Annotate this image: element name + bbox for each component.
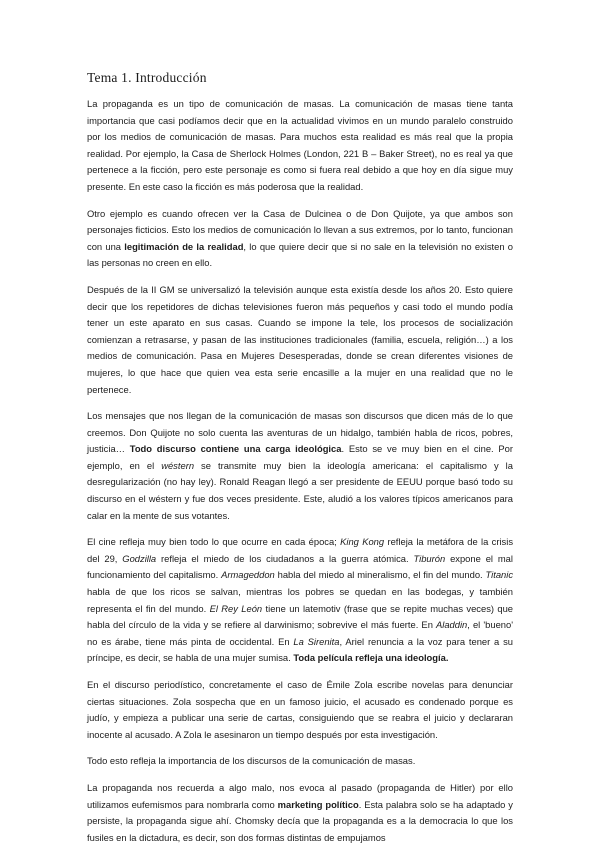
bold-text: legitimación de la realidad <box>124 240 244 252</box>
italic-text: wéstern <box>161 459 195 471</box>
italic-text: King Kong <box>340 536 385 548</box>
paragraph <box>87 780 513 846</box>
italic-text: Armageddon <box>221 569 275 581</box>
paragraph <box>87 206 513 272</box>
bold-text: Todo discurso contiene una carga ideológica <box>129 443 342 455</box>
text-run: La propaganda es un tipo de comunicación de masas. La comunicación de masas tiene tanta importancia que casi podíamos decir que en la actualidad vivimos en un mundo paralelo construido por los medios de comunicación de masas. Para muchos esta realidad es más real que la propia realidad. Por ejemplo, la Casa de Sherlock Holmes (London, 221 B – Baker Street), no es real ya que pertenece a la ficción, pero este personaje es como si fuera real debido a que hoy en día sigue muy presente. En este caso la ficción es más poderosa que la realidad. <box>87 98 513 192</box>
text-run: tiene un latemotiv (frase que se repite muchas veces) que habla del círculo de la vida y se refiere al darwinismo; sobrevive el más fuerte. En <box>87 602 514 631</box>
text-run: expone el mal funcionamiento del capitalismo. <box>87 552 513 581</box>
text-run: La propaganda nos recuerda a algo malo, nos evoca al pasado (propaganda de Hitler) por ello utilizamos eufemismos para nombrarla como <box>87 781 513 810</box>
text-run: refleja el miedo de los ciudadanos a la guerra atómica. <box>156 552 414 564</box>
text-run: El cine refleja muy bien todo lo que ocurre en cada época; <box>87 536 341 548</box>
paragraph <box>87 753 513 770</box>
italic-text: La Sirenita <box>293 635 340 647</box>
italic-text: Aladdin <box>436 619 468 631</box>
text-run: . Esto se ve muy bien en el cine. Por ejemplo, en el <box>87 443 513 471</box>
text-run: , el 'bueno' no es árabe, tiene más pinta de occidental. En <box>87 619 514 647</box>
text-run: . Esta palabra solo se ha adaptado y persiste, la propaganda sigue ahí. Chomsky decía que la propaganda es a la democracia lo que los fusiles en la dictadura, es decir, son dos formas distintas de empujamos <box>87 798 513 843</box>
text-run: , lo que quiere decir que si no sale en la televisión no existen o las personas no creen en ello. <box>87 240 513 269</box>
paragraph <box>87 534 513 667</box>
paragraph <box>87 282 513 398</box>
bold-text: Toda película refleja una ideología. <box>293 652 449 664</box>
text-run: refleja la metáfora de la crisis del 29, <box>87 536 514 564</box>
bold-text: marketing político <box>277 798 359 810</box>
text-run: se transmite muy bien la ideología americana: el capitalismo y la desregularización (no hay ley). Ronald Reagan llegó a ser presidente de EEUU porque basó todo su discurso en el wéstern y fue dos veces presidente. Este, aludió a los valores típicos americanos para calar en la mente de sus votantes. <box>87 459 513 521</box>
document-body <box>87 96 513 856</box>
paragraph <box>87 96 513 196</box>
text-run: habla del miedo al mineralismo, el fin del mundo. <box>274 569 486 581</box>
text-run: En el discurso periodístico, concretamente el caso de Émile Zola escribe novelas para denunciar ciertas situaciones. Zola sospecha que en un famoso juicio, el acusado es condenado porque es judío, y empieza a publicar una serie de cartas, consiguiendo que se reabra el juicio y declararan inocente al acusado. A Zola le asesinaron un tiempo después por esta investigación. <box>87 679 513 740</box>
italic-text: El Rey León <box>209 602 263 614</box>
text-run: habla de que los ricos se salvan, mientras los pobres se quedan en las bodegas, y también representa el fin del mundo. <box>87 586 513 614</box>
document-title: Tema 1. Introducción <box>87 70 207 85</box>
italic-text: Godzilla <box>122 552 157 564</box>
paragraph <box>87 677 513 743</box>
paragraph <box>87 408 513 524</box>
italic-text: Titanic <box>485 569 514 581</box>
text-run: Después de la II GM se universalizó la televisión aunque esta existía desde los años 20. Esto quiere decir que los repetidores de dichas televisiones fueron más pequeños y casi todo el mundo podía tener un este aparato en sus casas. Cuando se impone la tele, los procesos de socialización comienzan a retrasarse, y pasan de las instituciones tradicionales (familia, escuela, religión…) a los medios de comunicación. Pasa en Mujeres Desesperadas, donde se crean diferentes visiones de mujeres, lo que hace que quien vea esta serie encasille a la mujer en una realidad que no le pertenece. <box>87 283 513 395</box>
text-run: Otro ejemplo es cuando ofrecen ver la Casa de Dulcinea o de Don Quijote, ya que ambos son personajes ficticios. Esto los medios de comunicación lo llevan a sus extremos, por lo tanto, funcionan con una <box>87 207 513 252</box>
text-run: Los mensajes que nos llegan de la comunicación de masas son discursos que dicen más de lo que creemos. Don Quijote no solo cuenta las aventuras de un hidalgo, también habla de ricos, pobres, justicia… <box>87 410 513 455</box>
italic-text: Tiburón <box>413 552 446 564</box>
text-run: Todo esto refleja la importancia de los discursos de la comunicación de masas. <box>87 755 416 767</box>
text-run: , Ariel renuncia a la voz para tener a su príncipe, es decir, se habla de una mujer sumisa. <box>87 635 513 664</box>
